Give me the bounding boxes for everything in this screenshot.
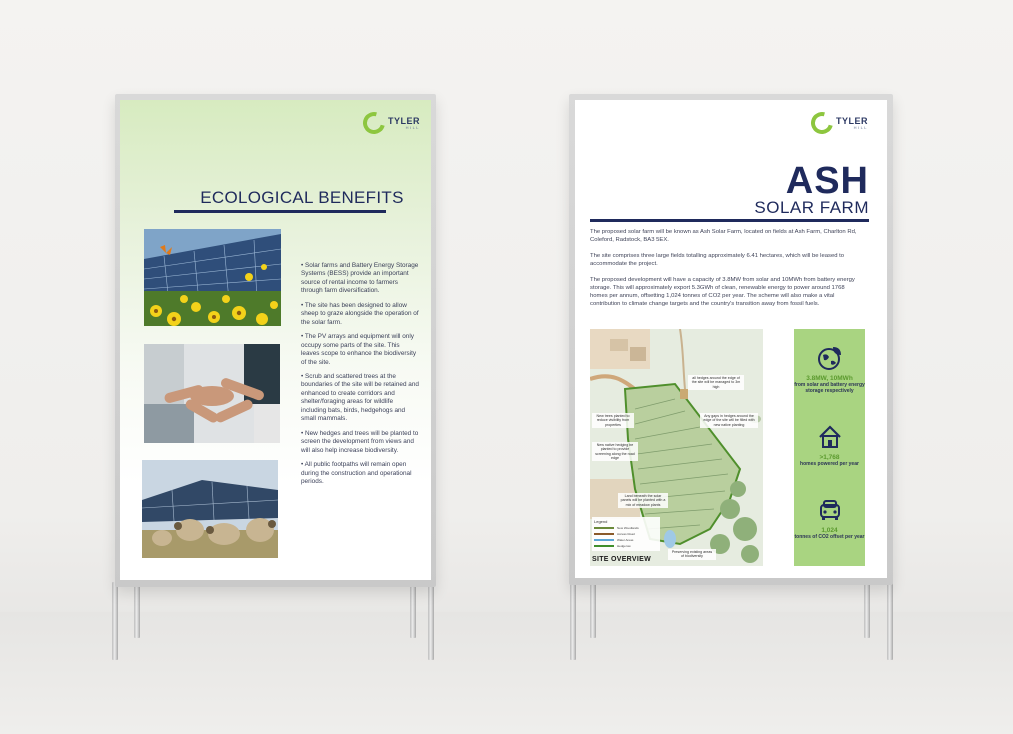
list-item: • Scrub and scattered trees at the boundaries of the site will be retained and enhanced to create corridors and shelter/foraging areas for wildlife including bats, birds, hedgehogs and small mammals. <box>301 372 419 423</box>
right-poster <box>575 100 887 578</box>
page-title: ECOLOGICAL BENEFITS <box>200 188 404 207</box>
map-legend: Legend New Woodlands Access Road Water Areas Hedgerow <box>592 517 660 551</box>
title-underline <box>174 210 386 213</box>
page-subtitle: SOLAR FARM <box>754 198 869 217</box>
solar-flowers-photo <box>144 229 281 326</box>
list-item: • All public footpaths will remain open during the construction and operational periods. <box>301 461 412 485</box>
benefits-list <box>301 262 419 492</box>
key-stats-panel <box>794 329 865 566</box>
list-item: • New hedges and trees will be planted to screen the development from views and will also help increase biodiversity. <box>301 429 419 454</box>
floor <box>0 612 1013 734</box>
list-item: • Solar farms and Battery Energy Storage Systems (BESS) provide an important source of rental income to farmers through farm diversification. <box>301 262 419 295</box>
capacity-paragraph: The proposed development will have a capacity of 3.8MW from solar and 10MWh from battery energy storage. This will approximately export 5.3GWh of clean, renewable energy to power around 1768 homes per annum, offsetting 1,024 tonnes of CO2 per year. The scheme will also make a vital contribution to climate change targets and the country's transition away from fossil fuels. <box>590 277 855 308</box>
tyler-hill-logo: TYLER HILL <box>363 112 420 134</box>
list-item: • The PV arrays and equipment will only occupy some parts of the site. This leaves scope to enhance the biodiversity of the site. <box>301 333 417 366</box>
map-note: New native hedging be planted to provide screening along the road edge <box>592 442 638 461</box>
map-note: Any gaps in hedges around the edge of the site will be filled with new native planting <box>700 413 758 428</box>
title-underline <box>590 219 869 222</box>
tyler-hill-logo: TYLER HILL <box>811 112 868 134</box>
car-icon <box>817 497 843 523</box>
map-note: Preserving existing areas of biodiversity <box>668 549 716 560</box>
intro-paragraph: The proposed solar farm will be known as Ash Solar Farm, located on fields at Ash Farm, Charlton Rd, Coleford, Radstock, BA3 5EX. <box>590 229 857 244</box>
list-item: • The site has been designed to allow sheep to graze alongside the operation of the solar farm. <box>301 301 419 326</box>
map-note: New trees planted to reduce visibility from properties <box>592 413 634 428</box>
map-note: all hedges around the edge of the site will be managed to 3m high <box>688 375 744 390</box>
site-paragraph: The site comprises three large fields totalling approximately 6.41 hectares, which will be leased to accommodate the project. <box>590 253 845 268</box>
stat-homes: >1,768 homes powered per year <box>794 424 865 467</box>
map-note: Land beneath the solar panels will be planted with a mix of meadow plants <box>618 493 668 508</box>
site-overview-map <box>590 329 763 566</box>
page-title: ASH <box>785 160 869 202</box>
sheep-grazing-photo <box>142 460 278 558</box>
map-title: SITE OVERVIEW <box>592 556 652 563</box>
left-poster <box>120 100 431 580</box>
stat-co2: 1,024 tonnes of CO2 offset per year <box>794 497 865 540</box>
house-icon <box>817 424 843 450</box>
logo-ring-icon <box>807 108 837 138</box>
logo-ring-icon <box>359 108 389 138</box>
joined-hands-photo <box>144 344 280 443</box>
earth-leaf-icon <box>817 345 843 371</box>
stat-capacity: 3.8MW, 10MWh from solar and battery energy storage respectively <box>794 345 865 394</box>
